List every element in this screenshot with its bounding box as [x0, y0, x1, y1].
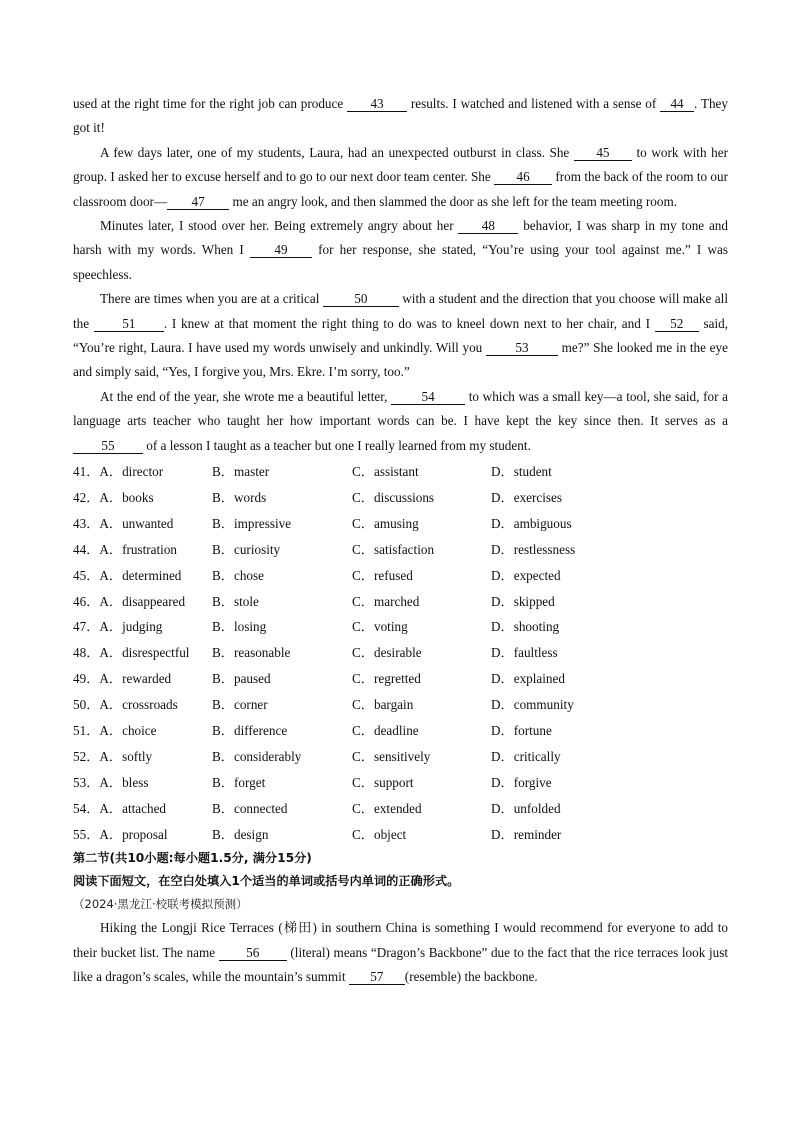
option-text: C．regretted [352, 671, 421, 687]
option-text: A．crossroads [99, 697, 178, 713]
blank-47[interactable]: 47 [167, 194, 229, 210]
option-c[interactable] [352, 796, 491, 822]
option-text: A．disrespectful [99, 645, 190, 661]
option-d[interactable] [491, 770, 641, 796]
blank-43[interactable]: 43 [347, 96, 407, 112]
option-text: C．voting [352, 619, 408, 635]
option-c[interactable] [352, 822, 491, 848]
option-a[interactable] [73, 485, 212, 511]
option-text: A．disappeared [99, 593, 186, 609]
text: of a lesson I taught as a teacher but one I really learned from my student. [143, 437, 531, 453]
option-text: C．deadline [352, 723, 419, 738]
option-text: B．paused [212, 671, 271, 687]
blank-46[interactable]: 46 [494, 169, 552, 185]
option-text: A．determined [99, 567, 182, 583]
option-row [73, 666, 728, 692]
option-b[interactable] [212, 666, 352, 692]
section-instruction: 阅读下面短文，在空白处填入1个适当的单词或括号内单词的正确形式。 [73, 874, 460, 889]
option-row [73, 614, 728, 640]
blank-55[interactable]: 55 [73, 438, 143, 454]
option-text: D．exercises [491, 489, 563, 505]
blank-45[interactable]: 45 [574, 145, 632, 161]
section-heading: 第二节(共10小题:每小题1.5分, 满分15分) [73, 851, 312, 866]
option-c[interactable] [352, 459, 491, 485]
option-text: C．discussions [352, 489, 435, 505]
option-d[interactable] [491, 511, 641, 537]
option-c[interactable] [352, 744, 491, 770]
passage-paragraph-1 [73, 141, 728, 214]
blank-54[interactable]: 54 [391, 389, 465, 405]
option-d[interactable] [491, 563, 641, 589]
question-number: 41． [73, 464, 100, 480]
option-row [73, 692, 728, 718]
option-text: B．curiosity [212, 541, 281, 557]
text: There are times when you are at a critical [100, 291, 323, 307]
option-text: C．desirable [352, 645, 422, 661]
option-a[interactable] [73, 459, 212, 485]
question-number: 55． [73, 826, 100, 842]
question-number: 48． [73, 645, 100, 661]
text: from the back of the room to our classroom door— [73, 169, 728, 209]
option-text: C．marched [352, 593, 420, 609]
option-text: B．words [212, 489, 267, 505]
option-c[interactable] [352, 718, 491, 744]
option-row [73, 744, 728, 770]
blank-51[interactable]: 51 [94, 316, 164, 332]
option-text: C．refused [352, 567, 413, 583]
option-text: C．amusing [352, 515, 419, 531]
option-text: A．books [99, 489, 154, 505]
document-page [73, 92, 728, 990]
question-number: 51． [73, 723, 100, 738]
option-d[interactable] [491, 459, 641, 485]
text: (literal) means “Dragon’s Backbone” due to the fact that the rice terraces look just like a dragon’s scales, while the mountain’s summit [73, 944, 728, 985]
text: results. I watched and listened with a sense of [407, 96, 661, 111]
question-number: 46． [73, 593, 100, 609]
text: (resemble) the backbone. [404, 969, 538, 985]
option-a[interactable] [73, 589, 212, 615]
blank-48[interactable]: 48 [458, 218, 518, 234]
option-text: A．unwanted [99, 515, 174, 531]
text: with a student and the direction that you choose will make all the [73, 291, 728, 331]
option-b[interactable] [212, 744, 352, 770]
option-c[interactable] [352, 614, 491, 640]
option-c[interactable] [352, 563, 491, 589]
text: for her response, she stated, “You’re using your tool against me.” I was speechless. [73, 242, 728, 282]
option-text: A．director [99, 464, 164, 480]
option-b[interactable] [212, 537, 352, 563]
option-row [73, 485, 728, 511]
blank-50[interactable]: 50 [323, 291, 399, 307]
option-row [73, 511, 728, 537]
option-text: D．shooting [491, 619, 560, 635]
option-row [73, 537, 728, 563]
option-text: B．forget [212, 774, 266, 790]
option-a[interactable] [73, 666, 212, 692]
option-text: A．choice [99, 723, 157, 738]
option-d[interactable] [491, 640, 641, 666]
option-text: B．reasonable [212, 645, 291, 661]
text: . They got it! [73, 96, 729, 136]
option-a[interactable] [73, 511, 212, 537]
option-d[interactable] [491, 796, 641, 822]
option-b[interactable] [212, 770, 352, 796]
blank-52[interactable]: 52 [655, 316, 699, 332]
option-text: D．ambiguous [491, 515, 572, 531]
option-d[interactable] [491, 718, 641, 744]
blank-57[interactable]: 57 [349, 969, 405, 985]
option-text: B．design [212, 826, 269, 842]
option-b[interactable] [212, 589, 352, 615]
option-c[interactable] [352, 692, 491, 718]
option-text: B．considerably [212, 748, 302, 764]
option-b[interactable] [212, 614, 352, 640]
option-text: B．connected [212, 800, 288, 816]
option-text: A．softly [99, 748, 153, 764]
option-a[interactable] [73, 692, 212, 718]
option-text: B．stole [212, 593, 259, 609]
question-number: 47． [73, 619, 100, 635]
option-a[interactable] [73, 640, 212, 666]
option-a[interactable] [73, 563, 212, 589]
option-text: C．extended [352, 800, 422, 816]
question-number: 54． [73, 800, 100, 816]
option-text: D．fortune [491, 723, 552, 738]
option-text: A．proposal [99, 826, 168, 842]
passage-paragraph-0 [73, 92, 728, 141]
option-row [73, 589, 728, 615]
text: behavior, I was sharp in my tone and harsh with my words. When I [73, 218, 728, 258]
option-a[interactable] [73, 718, 212, 744]
option-text: B．chose [212, 567, 265, 583]
blank-53[interactable]: 53 [486, 340, 558, 356]
option-d[interactable] [491, 589, 641, 615]
option-text: B．losing [212, 619, 267, 635]
option-text: D．explained [491, 671, 565, 687]
option-b[interactable] [212, 563, 352, 589]
text: . I knew at that moment the right thing to do was to kneel down next to her chair, and I [163, 315, 655, 331]
option-c[interactable] [352, 537, 491, 563]
option-text: C．assistant [352, 464, 419, 480]
option-a[interactable] [73, 822, 212, 848]
text: said, “You’re right, Laura. I have used my words unwisely and unkindly. Will you [73, 315, 728, 356]
option-text: C．satisfaction [352, 541, 435, 557]
option-text: D．expected [491, 567, 561, 583]
option-row [73, 822, 728, 848]
option-text: A．rewarded [99, 671, 172, 687]
option-a[interactable] [73, 744, 212, 770]
option-text: B．difference [212, 723, 288, 738]
question-number: 49． [73, 671, 100, 687]
option-b[interactable] [212, 718, 352, 744]
text: to which was a small key—a tool, she said, for a language arts teacher who taught her how important words can be. I have kept the key since then. It serves as a [73, 388, 728, 429]
option-text: C．support [352, 774, 414, 790]
option-text: C．object [352, 826, 407, 842]
option-c[interactable] [352, 589, 491, 615]
option-text: A．attached [99, 800, 167, 816]
option-a[interactable] [73, 537, 212, 563]
option-d[interactable] [491, 744, 641, 770]
option-row [73, 770, 728, 796]
passage-paragraph-3 [73, 287, 728, 385]
option-text: D．unfolded [491, 800, 561, 816]
option-b[interactable] [212, 485, 352, 511]
option-c[interactable] [352, 640, 491, 666]
text: Hiking the Longji Rice Terraces (梯田) in southern China is something I would recommend for everyone to add to their bucket list. The name [73, 920, 728, 960]
blank-44[interactable]: 44 [660, 96, 694, 112]
option-b[interactable] [212, 459, 352, 485]
question-number: 53． [73, 774, 100, 790]
text: used at the right time for the right job can produce [73, 96, 348, 111]
option-text: A．judging [99, 619, 163, 635]
option-text: A．frustration [99, 541, 178, 557]
question-number: 44． [73, 541, 100, 557]
question-number: 43． [73, 515, 100, 531]
section2-paragraph-1 [73, 916, 728, 989]
option-row [73, 563, 728, 589]
option-text: D．critically [491, 748, 561, 764]
option-b[interactable] [212, 640, 352, 666]
text: me?” She looked me in the eye and simply said, “Yes, I forgive you, Mrs. Ekre. I’m sorry, too.” [73, 340, 728, 380]
option-text: B．corner [212, 697, 268, 713]
option-text: C．bargain [352, 697, 414, 713]
option-b[interactable] [212, 692, 352, 718]
passage-paragraph-2 [73, 214, 728, 287]
option-text: B．master [212, 464, 270, 480]
option-d[interactable] [491, 485, 641, 511]
text: At the end of the year, she wrote me a beautiful letter, [100, 388, 392, 404]
option-text: B．impressive [212, 515, 292, 531]
option-text: D．restlessness [491, 541, 576, 557]
option-text: D．faultless [491, 645, 558, 661]
blank-49[interactable]: 49 [250, 242, 312, 258]
option-c[interactable] [352, 770, 491, 796]
option-c[interactable] [352, 485, 491, 511]
option-row [73, 459, 728, 485]
option-b[interactable] [212, 511, 352, 537]
option-text: D．community [491, 697, 574, 713]
option-d[interactable] [491, 614, 641, 640]
text: Minutes later, I stood over her. Being extremely angry about her [100, 218, 459, 234]
option-d[interactable] [491, 666, 641, 692]
question-number: 45． [73, 567, 100, 583]
option-d[interactable] [491, 537, 641, 563]
text: to work with her group. I asked her to excuse herself and to go to our next door team center. She [73, 144, 728, 185]
passage-paragraph-4 [73, 385, 728, 458]
question-number: 42． [73, 489, 100, 505]
option-row [73, 718, 728, 744]
option-a[interactable] [73, 796, 212, 822]
blank-56[interactable]: 56 [219, 945, 287, 961]
option-text: A．bless [99, 774, 149, 790]
option-row [73, 796, 728, 822]
option-d[interactable] [491, 822, 641, 848]
option-a[interactable] [73, 770, 212, 796]
option-c[interactable] [352, 666, 491, 692]
option-text: D．skipped [491, 593, 555, 609]
options-table [73, 459, 728, 847]
text: A few days later, one of my students, Laura, had an unexpected outburst in class. She [100, 144, 574, 160]
option-text: D．forgive [491, 774, 552, 790]
option-d[interactable] [491, 692, 641, 718]
option-text: D．reminder [491, 826, 562, 842]
question-number: 50． [73, 697, 100, 713]
option-c[interactable] [352, 511, 491, 537]
text: me an angry look, and then slammed the door as she left for the team meeting room. [229, 193, 678, 209]
option-a[interactable] [73, 614, 212, 640]
option-text: D．student [491, 464, 552, 480]
option-b[interactable] [212, 822, 352, 848]
source-note: （2024·黑龙江·校联考模拟预测） [73, 897, 248, 912]
option-text: C．sensitively [352, 748, 431, 764]
question-number: 52． [73, 748, 100, 764]
option-row [73, 640, 728, 666]
option-b[interactable] [212, 796, 352, 822]
